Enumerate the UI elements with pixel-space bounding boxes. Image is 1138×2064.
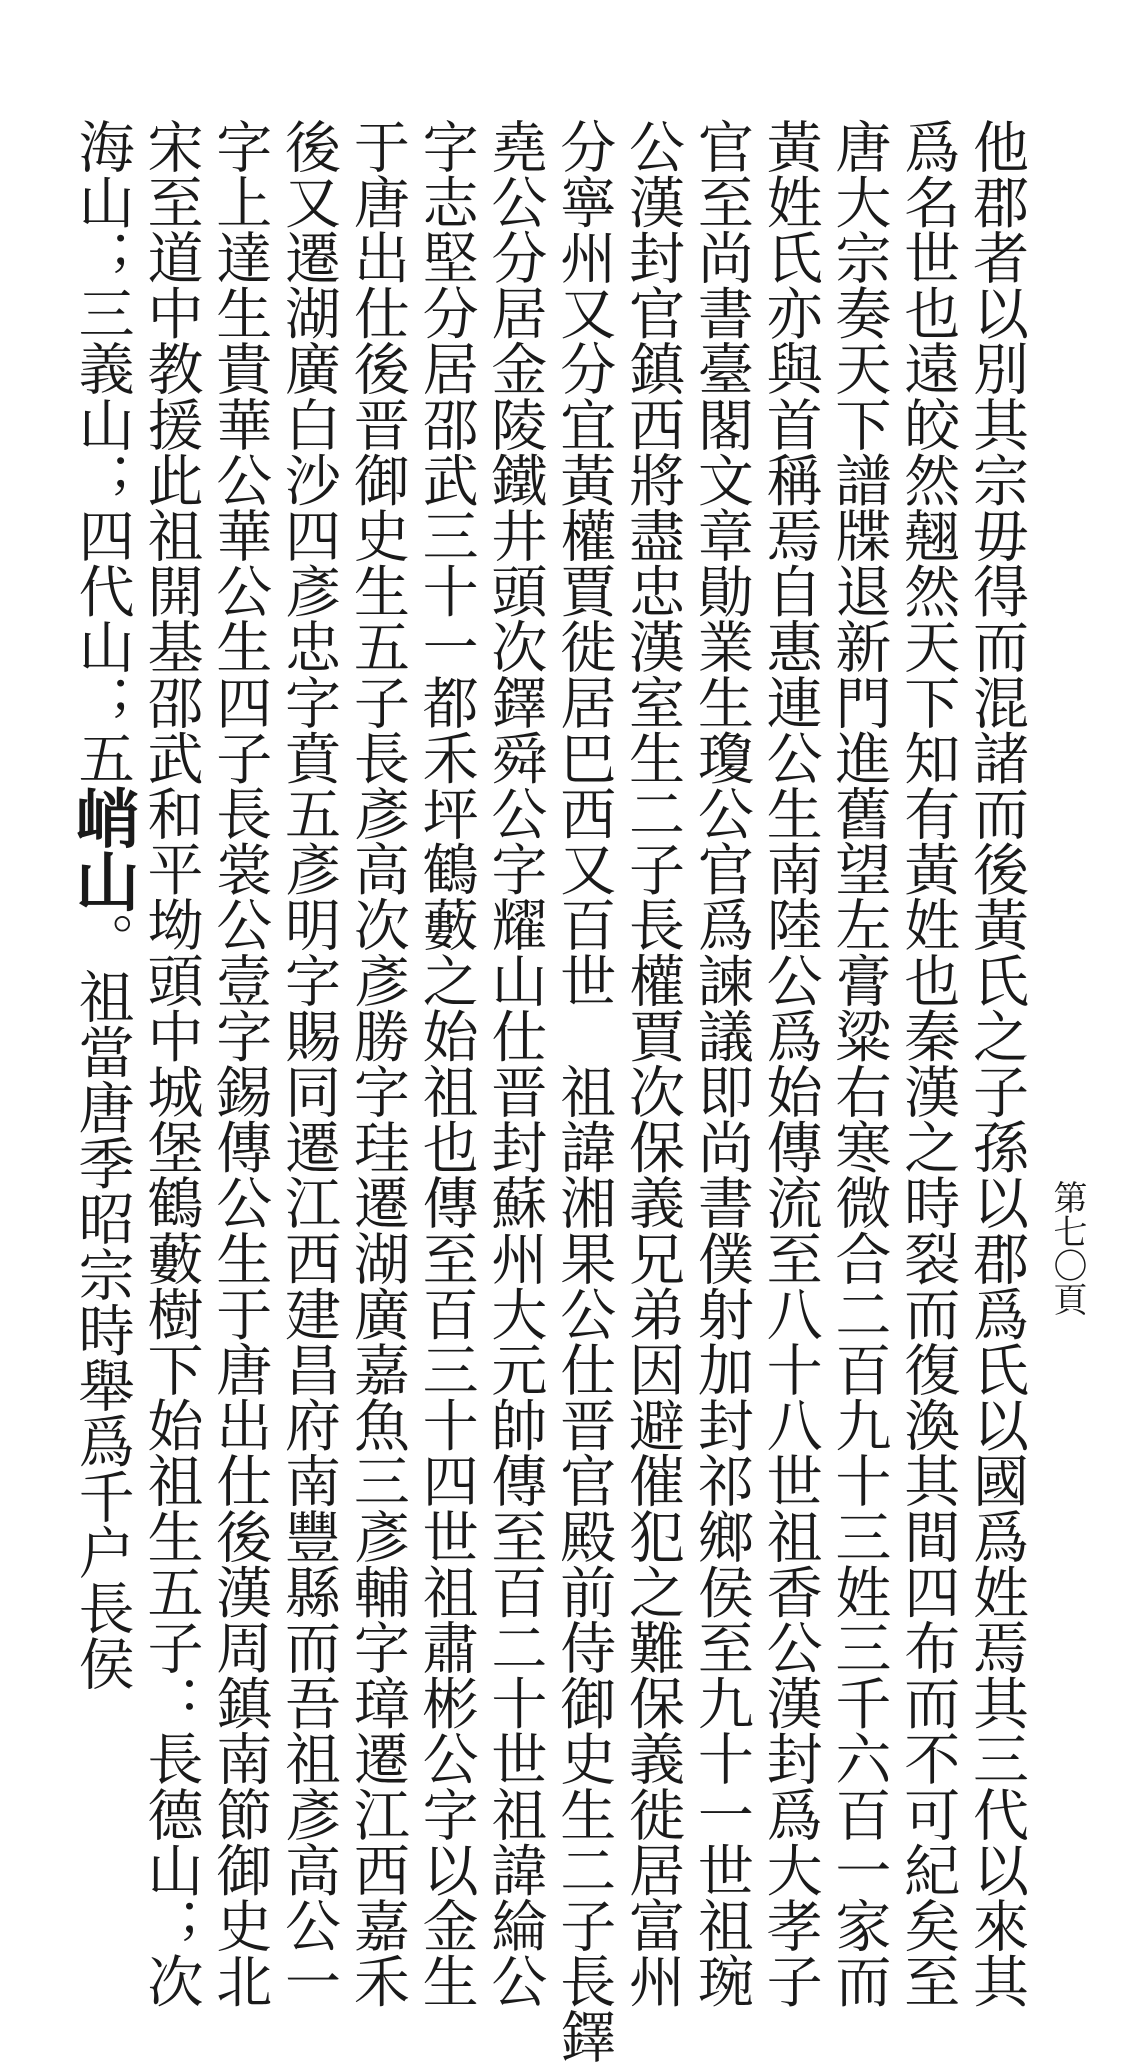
last-text-column bbox=[64, 118, 140, 1691]
page-number: 第七〇頁 bbox=[1047, 1180, 1087, 1316]
text-column: 官至尚書臺閣文章勛業生瓊公官爲諫議即尚書僕射加封祁鄉侯至九十一世祖琬 bbox=[688, 118, 754, 2009]
text-column: 公漢封官鎮西將盡忠漢室生二子長權賈次保義兄弟因避催犯之難保義徙居富州 bbox=[620, 118, 686, 2009]
text-column: 堯公分居金陵鐵井頭次鐸舜公字耀山仕晋封蘇州大元帥傳至百二十世祖諱綸公 bbox=[482, 118, 548, 2009]
text-column: 于唐出仕後晋御史生五子長彥高次彥勝字珪遷湖廣嘉魚三彥輔字璋遷江西嘉禾 bbox=[344, 118, 410, 2009]
last-column-end: 。祖當唐季昭宗時舉爲千户長侯 bbox=[69, 912, 135, 1691]
body-text bbox=[64, 118, 1030, 2064]
last-column-start: 海山；三義山；四代山；五 bbox=[69, 118, 135, 786]
text-column: 宋至道中教援此祖開基邵武和平坳頭中城堡鶴藪樹下始祖生五子：長德山；次 bbox=[138, 118, 204, 2009]
text-column: 黃姓氏亦與首稱焉自惠連公生南陸公爲始傳流至八十八世祖香公漢封爲大孝子 bbox=[757, 118, 823, 2009]
text-column: 後又遷湖廣白沙四彥忠字賁五彥明字賜同遷江西建昌府南豐縣而吾祖彥高公一 bbox=[276, 118, 342, 2009]
text-column: 字上達生貴華公華公生四子長裳公壹字錫傳公生于唐出仕後漢周鎮南節御史北 bbox=[207, 118, 273, 2009]
text-column: 字志堅分居邵武三十一都禾坪鶴藪之始祖也傳至百三十四世祖肅彬公字以金生 bbox=[413, 118, 479, 2009]
text-column: 分寧州又分宜黃權賈徙居巴西又百世 祖諱湘果公仕晋官殿前侍御史生二子長鐸 bbox=[551, 118, 617, 2064]
text-column: 爲名世也遠皎然翹然天下知有黃姓也秦漢之時裂而復渙其間四布而不可紀矣至 bbox=[895, 118, 961, 2009]
text-column: 他郡者以別其宗毋得而混諸而後黃氏之子孫以郡爲氏以國爲姓焉其三代以來其 bbox=[964, 118, 1029, 2009]
text-column: 唐大宗奏天下譜牒退新門進舊望左膏粱右寒微合二百九十三姓三千六百一家而 bbox=[826, 118, 892, 2009]
emphasized-place-name: 峭山 bbox=[64, 785, 140, 913]
